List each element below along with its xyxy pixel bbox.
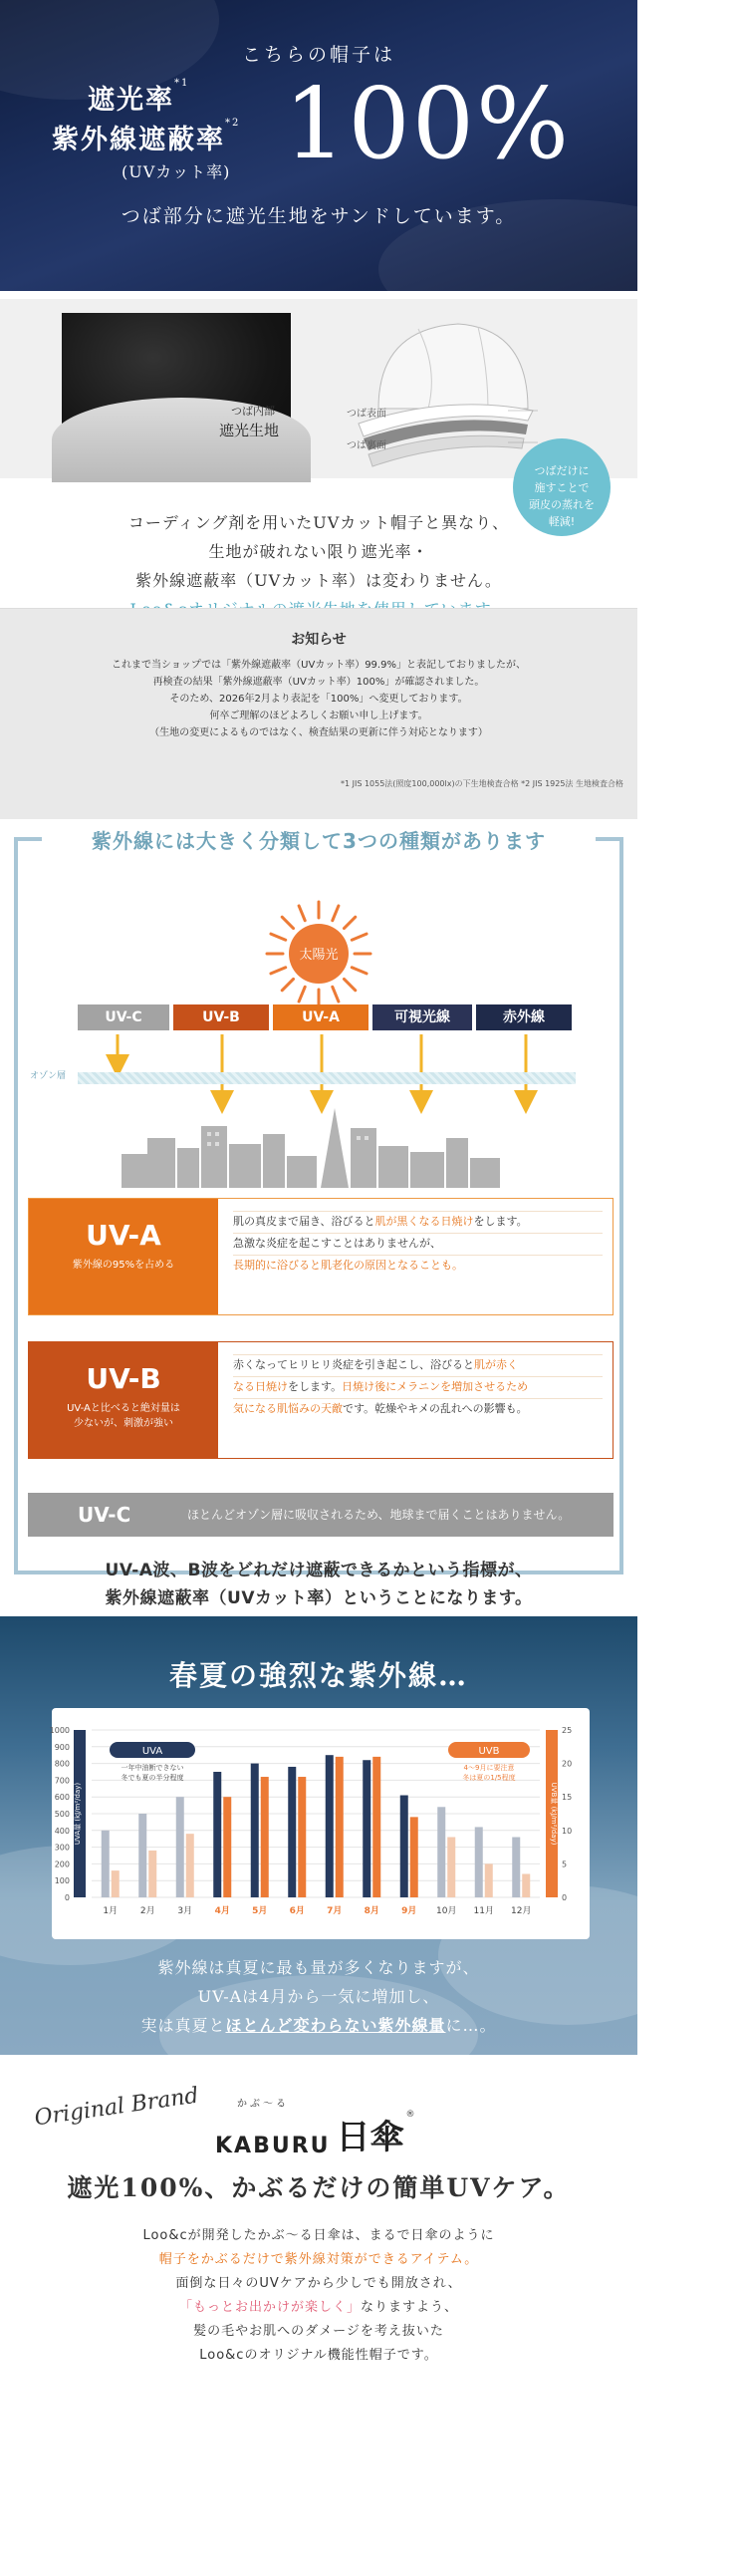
cap-section [0, 291, 637, 608]
label-bottom-surface: つば裏面 [347, 440, 386, 451]
uva-text: 急激な炎症を起こすことはありませんが、 [233, 1237, 441, 1250]
uva-bar [251, 1764, 259, 1897]
uvb-bar [223, 1797, 231, 1897]
brand-line: Loo&cが開発したかぶ～る日傘は、まるで日傘のように [142, 2228, 495, 2243]
uvb-bar [447, 1838, 455, 1897]
summer-title: 春夏の強烈な紫外線… [168, 1659, 468, 1692]
band-: 可視光線 [372, 1004, 472, 1030]
notice-line: 再検査の結果「紫外線遮蔽率（UVカット率）100%」が確認されました。 [152, 677, 485, 688]
types-conclusion [0, 1557, 637, 1612]
uva-bar [512, 1838, 520, 1897]
uvb-bar [410, 1817, 418, 1897]
sun-ray [352, 934, 367, 940]
types-title: 紫外線には大きく分類して3つの種類があります [92, 829, 546, 853]
uvb-note: 4〜9月に要注意 [463, 1764, 515, 1772]
notice-line: これまで当ショップでは「紫外線遮蔽率（UVカット率）99.9%」と表記しておりましたが、 [112, 660, 526, 671]
y-tick-right: 15 [562, 1793, 573, 1803]
brand-line: Loo&cのオリジナル機能性帽子です。 [199, 2348, 438, 2363]
y-tick-right: 5 [562, 1860, 568, 1869]
city-skyline [122, 1108, 500, 1188]
cap-text-line: 紫外線遮蔽率（UVカット率）は変わりません。 [135, 571, 502, 590]
uva-bar [288, 1767, 296, 1897]
hero-line1: 遮光率$^{*1}$ [88, 78, 190, 116]
sun-ray [352, 968, 367, 974]
uva-bar [326, 1755, 334, 1897]
uva-bar [102, 1831, 110, 1897]
uva-bar [475, 1827, 483, 1897]
band-uvb: UV-B [173, 1004, 269, 1030]
band-: 赤外線 [476, 1004, 572, 1030]
notice-title: お知らせ [291, 632, 347, 648]
notice-section [0, 608, 637, 819]
uvb-card [28, 1341, 614, 1459]
x-tick-label: 7月 [327, 1906, 343, 1916]
summer-line: 紫外線は真夏に最も量が多くなりますが、 [157, 1958, 480, 1977]
bubble-line: 軽減! [548, 515, 576, 528]
registered-mark: ® [405, 2110, 415, 2120]
kaburu-logo [215, 2095, 415, 2158]
uvc-desc: ほとんどオゾン層に吸収されるため、地球まで届くことはありません。 [187, 1508, 571, 1522]
y-tick-left: 800 [54, 1759, 70, 1769]
uva-highlight: 長期的に浴びると肌老化の原因となることも。 [233, 1259, 463, 1272]
summer-uv-section [0, 1616, 637, 2055]
uvb-bar [148, 1851, 156, 1897]
y-label-left: UVA量 (kJ/m²/day) [74, 1782, 82, 1846]
uvb-desc-1: UV-Aと比べると絶対量は [67, 1403, 180, 1414]
uvb-bar [485, 1863, 493, 1897]
y-tick-left: 500 [54, 1810, 70, 1819]
ray-arrows [78, 1030, 576, 1112]
x-tick-label: 8月 [364, 1906, 379, 1916]
x-tick-label: 12月 [511, 1906, 532, 1916]
uvb-bar [186, 1834, 194, 1897]
summer-text: 実は真夏と [140, 2016, 226, 2035]
brand-line: 髪の毛やお肌へのダメージを考え抜いた [193, 2324, 444, 2339]
y-tick-left: 300 [54, 1843, 70, 1853]
logo-kanji: 日傘 [336, 2118, 404, 2157]
y-tick-right: 0 [562, 1893, 568, 1902]
cap-description [0, 508, 637, 624]
uvb-text: です。乾燥やキメの乱れへの影響も。 [343, 1402, 528, 1415]
x-tick-label: 4月 [214, 1906, 230, 1916]
uva-bar [138, 1814, 146, 1897]
x-tick-label: 9月 [401, 1906, 417, 1916]
uva-card [28, 1198, 614, 1315]
sun-ray [282, 979, 293, 990]
band-uvc: UV-C [78, 1004, 169, 1030]
uvb-bar [298, 1777, 306, 1897]
uvb-header [29, 1342, 218, 1458]
bubble-line: 頭皮の蒸れを [529, 498, 595, 511]
uva-desc: 紫外線の95%を占める [72, 1260, 175, 1271]
lining-label-2: 遮光生地 [219, 422, 280, 439]
uva-bar [437, 1807, 445, 1897]
uva-highlight: 肌が黒くなる日焼け [374, 1215, 474, 1228]
lining-photo [62, 313, 291, 462]
y-tick-right: 25 [562, 1726, 573, 1735]
cap-text-line: 生地が破れない限り遮光率・ [208, 542, 429, 561]
band-uva: UV-A [273, 1004, 368, 1030]
bubble-line: つばだけに [534, 464, 590, 477]
original-brand-script: Original Brand [33, 2083, 201, 2132]
x-tick-label: 3月 [177, 1906, 193, 1916]
uvb-note: 冬は夏の1/5程度 [462, 1774, 516, 1782]
uva-legend-label: UVA [141, 1746, 163, 1757]
brand-highlight: 「もっとお出かけが楽しく」 [178, 2300, 361, 2315]
uvb-title: UV-B [86, 1362, 161, 1395]
uvb-highlight: なる日焼け [233, 1380, 288, 1393]
uva-bar [213, 1772, 221, 1897]
summer-text: に…。 [445, 2016, 497, 2035]
sun-ray [344, 979, 355, 990]
sun-icon [264, 899, 373, 1008]
notice-line: （生地の変更によるものではなく、検査結果の更新に伴う対応となります） [149, 727, 488, 738]
uvb-highlight: 気になる肌悩みの天敵 [233, 1402, 343, 1415]
cap-text-line: コーディング剤を用いたUVカット帽子と異なり、 [127, 513, 510, 532]
brand-text: なりますよう、 [361, 2300, 459, 2315]
uva-note: 冬でも夏の半分程度 [121, 1774, 184, 1782]
y-tick-right: 10 [562, 1826, 573, 1836]
brand-tagline: 遮光100%、かぶるだけの簡単UVケア。 [67, 2173, 571, 2202]
uva-bar [363, 1760, 370, 1897]
summer-description [0, 1953, 637, 2040]
uva-body [233, 1211, 603, 1277]
ozone-label: オゾン層 [30, 1071, 67, 1081]
sun-ray [271, 934, 286, 940]
conclusion-line: 紫外線遮蔽率（UVカット率）ということになります。 [105, 1588, 533, 1608]
notice-line: そのため、2026年2月より表記を「100%」へ変更しております。 [169, 694, 468, 705]
uv-chart-card [49, 1708, 590, 1939]
summer-line: UV-Aは4月から一気に増加し、 [197, 1987, 440, 2006]
brand-line: 帽子をかぶるだけで紫外線対策ができるアイテム。 [158, 2252, 479, 2267]
y-tick-right: 20 [562, 1759, 573, 1769]
uvb-bar [372, 1757, 380, 1897]
uva-bar [176, 1797, 184, 1897]
monthly-uv-chart [49, 1708, 590, 1939]
logo-text: KABURU [215, 2134, 331, 2158]
x-tick-label: 1月 [103, 1906, 119, 1916]
uva-note: 一年中油断できない [121, 1764, 184, 1772]
hero-line3: (UVカット率) [122, 162, 231, 181]
spectrum-bands [78, 1004, 576, 1030]
uvb-bar [261, 1777, 269, 1897]
uva-header [29, 1199, 218, 1314]
uv-types-section [0, 819, 637, 1616]
y-tick-left: 100 [54, 1876, 70, 1886]
uvb-body [233, 1354, 603, 1420]
bubble-line: 施すことで [534, 481, 590, 494]
y-tick-left: 700 [54, 1776, 70, 1786]
cap-layers-illustration [359, 299, 538, 478]
uvb-highlight: 日焼け後にメラニンを増加させるため [342, 1380, 529, 1393]
uvb-bar [336, 1757, 344, 1897]
conclusion-line: UV-A波、B波をどれだけ遮蔽できるかという指標が、 [105, 1561, 533, 1580]
sun-ray [333, 906, 339, 921]
label-top-surface: つば表面 [347, 409, 386, 420]
uva-text: をします。 [473, 1215, 528, 1228]
brand-description [0, 2224, 637, 2368]
notice-footnote: *1 JIS 1055法(照度100,000lx)の下生地検査合格 *2 JIS 1925法 生地検査合格 [340, 779, 623, 788]
uvb-text: 赤くなってヒリヒリ炎症を引き起こし、浴びると [233, 1358, 474, 1371]
brand-section [0, 2055, 637, 2576]
hero-subtitle: つば部分に遮光生地をサンドしています。 [121, 205, 517, 227]
summer-emphasis: ほとんど変わらない紫外線量 [225, 2016, 446, 2035]
brand-line: 面倒な日々のUVケアから少しでも開放され、 [175, 2276, 462, 2291]
sun-ray [271, 968, 286, 974]
uva-text: 肌の真皮まで届き、浴びると [233, 1215, 375, 1228]
x-tick-label: 10月 [436, 1906, 457, 1916]
y-tick-left: 0 [64, 1893, 70, 1902]
uvc-title: UV-C [78, 1503, 131, 1527]
uvb-text: をします。 [288, 1380, 343, 1393]
y-tick-left: 600 [54, 1793, 70, 1803]
uvb-highlight: 肌が赤く [474, 1358, 518, 1371]
y-tick-left: 900 [54, 1742, 70, 1752]
sun-ray [299, 906, 305, 921]
uvb-bar [112, 1870, 120, 1897]
x-tick-label: 11月 [473, 1906, 494, 1916]
hero-percentage: 100% [284, 68, 572, 181]
y-tick-left: 400 [54, 1826, 70, 1836]
x-tick-label: 5月 [252, 1906, 268, 1916]
sun-ray [299, 987, 305, 1002]
logo-kana: かぶ～る [237, 2099, 289, 2110]
hero-lead: こちらの帽子は [241, 44, 395, 66]
hero-banner [0, 0, 637, 291]
notice-line: 何卒ご理解のほどよろしくお願い申し上げます。 [209, 711, 428, 721]
sun-ray [282, 917, 293, 928]
uvb-desc-2: 少ないが、刺激が強い [74, 1418, 173, 1429]
notice-body [0, 657, 637, 741]
uva-bar [400, 1796, 408, 1897]
lining-label-1: つば内部 [231, 405, 275, 418]
y-label-right: UVB量 (kJ/m²/day) [550, 1782, 558, 1846]
uva-title: UV-A [86, 1219, 161, 1252]
sun-ray [344, 917, 355, 928]
hero-line2: 紫外線遮蔽率$^{*2}$ [52, 118, 241, 155]
uvb-bar [522, 1873, 530, 1897]
sun-label: 太陽光 [299, 948, 339, 963]
x-tick-label: 2月 [139, 1906, 155, 1916]
ozone-layer [78, 1072, 576, 1084]
sun-ray [333, 987, 339, 1002]
uvb-legend-label: UVB [478, 1746, 500, 1757]
y-tick-left: 200 [54, 1860, 70, 1869]
uvc-card [28, 1493, 614, 1537]
y-tick-left: 1000 [49, 1726, 70, 1735]
x-tick-label: 6月 [289, 1906, 305, 1916]
